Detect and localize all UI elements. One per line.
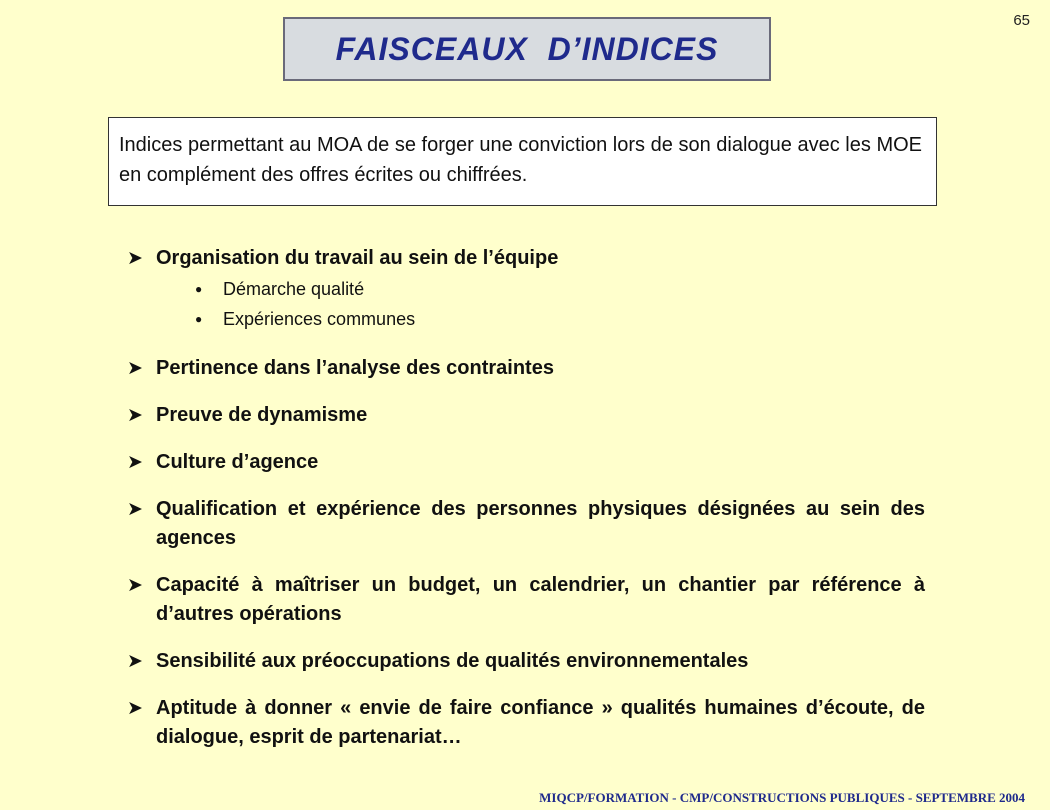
- dot-bullet-icon: ●: [195, 282, 203, 296]
- bullet-list: [127, 244, 925, 752]
- arrowhead-bullet-icon: ➤: [127, 575, 143, 596]
- list-item: [127, 694, 925, 752]
- list-item: [127, 647, 925, 676]
- page-number: 65: [1013, 12, 1030, 29]
- list-item: [127, 495, 925, 553]
- sub-list-item: [195, 304, 925, 334]
- list-item-text: Sensibilité aux préoccupations de qualités environnementales: [156, 650, 749, 672]
- arrowhead-bullet-icon: ➤: [127, 452, 143, 473]
- sub-list-item-text: Démarche qualité: [223, 279, 365, 299]
- list-item-text: Capacité à maîtriser un budget, un calendrier, un chantier par référence à d’autres opérations: [156, 574, 925, 625]
- sub-list-item-text: Expériences communes: [223, 309, 416, 329]
- arrowhead-bullet-icon: ➤: [127, 651, 143, 672]
- list-item-text: Organisation du travail au sein de l’équipe: [156, 247, 559, 269]
- arrowhead-bullet-icon: ➤: [127, 358, 143, 379]
- title-box: [283, 17, 771, 81]
- page-title: FAISCEAUX D’INDICES: [335, 30, 719, 67]
- arrowhead-bullet-icon: ➤: [127, 698, 143, 719]
- intro-box: [108, 117, 937, 206]
- list-item: [127, 401, 925, 430]
- list-item: [127, 354, 925, 383]
- list-item: [127, 244, 925, 273]
- footer: MIQCP/FORMATION - CMP/CONSTRUCTIONS PUBLIQUES - SEPTEMBRE 2004: [539, 790, 1025, 805]
- intro-text: Indices permettant au MOA de se forger une conviction lors de son dialogue avec les MOE en complément des offres écrites ou chiffrées.: [119, 134, 922, 186]
- sub-list-item: [195, 274, 925, 304]
- arrowhead-bullet-icon: ➤: [127, 248, 143, 269]
- list-item: [127, 571, 925, 629]
- arrowhead-bullet-icon: ➤: [127, 405, 143, 426]
- list-item-text: Qualification et expérience des personnes physiques désignées au sein des agences: [156, 498, 925, 549]
- list-item-text: Culture d’agence: [156, 451, 319, 473]
- dot-bullet-icon: ●: [195, 312, 203, 326]
- arrowhead-bullet-icon: ➤: [127, 499, 143, 520]
- sub-list: [195, 274, 925, 334]
- list-item-text: Preuve de dynamisme: [156, 404, 368, 426]
- list-item-text: Pertinence dans l’analyse des contraintes: [156, 357, 554, 379]
- list-item: [127, 448, 925, 477]
- list-item-text: Aptitude à donner « envie de faire confiance » qualités humaines d’écoute, de dialogue, esprit de partenariat…: [156, 697, 925, 748]
